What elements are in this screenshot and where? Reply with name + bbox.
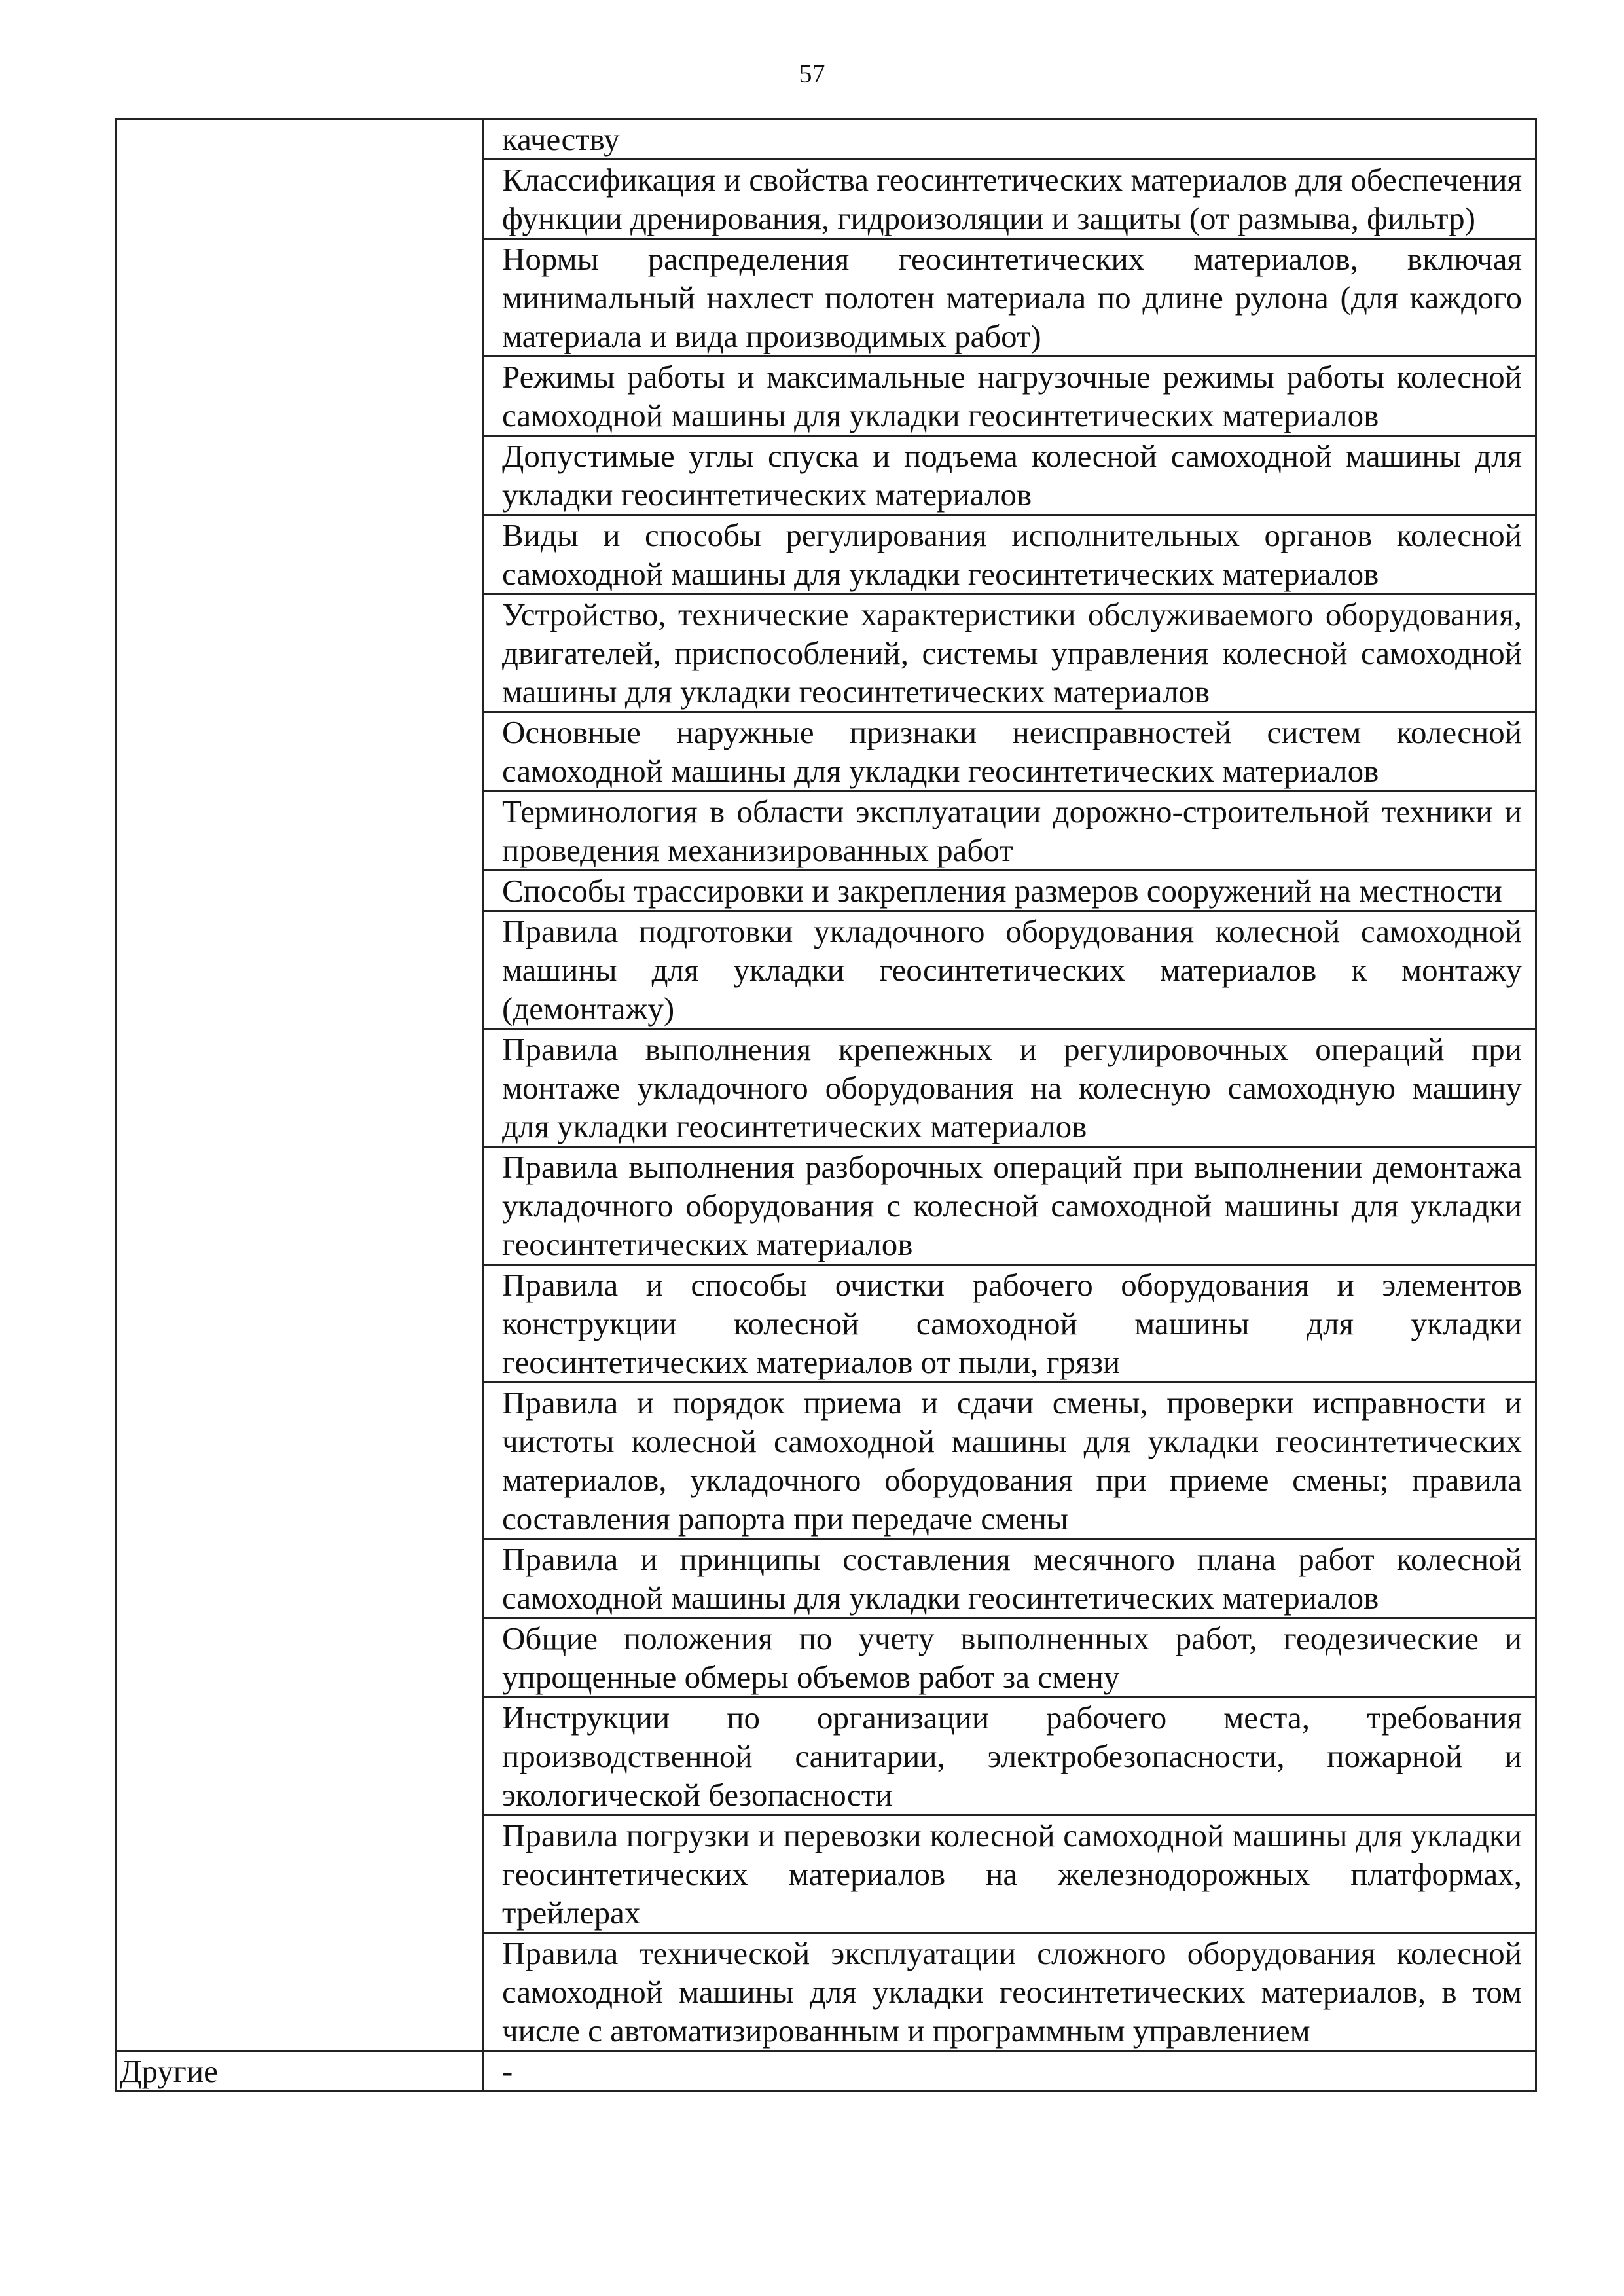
knowledge-item: Правила технической эксплуатации сложного оборудования колесной самоходной машины для укладки геосинтетических материалов, в том числе с автоматизированным и программным управлением xyxy=(483,1933,1536,2051)
knowledge-item: Терминология в области эксплуатации дорожно-строительной техники и проведения механизированных работ xyxy=(483,792,1536,871)
table-row xyxy=(117,119,1536,160)
knowledge-item: Инструкции по организации рабочего места, требования производственной санитарии, электробезопасности, пожарной и экологической безопасности xyxy=(483,1698,1536,1815)
knowledge-item: Правила и порядок приема и сдачи смены, проверки исправности и чистоты колесной самоходной машины для укладки геосинтетических материалов, укладочного оборудования при приеме смены; правила составления рапорта при передаче смены xyxy=(483,1383,1536,1539)
other-label: Другие xyxy=(117,2051,483,2092)
knowledge-item: Правила погрузки и перевозки колесной самоходной машины для укладки геосинтетических материалов на железнодорожных платформах, трейлерах xyxy=(483,1815,1536,1933)
knowledge-item: Классификация и свойства геосинтетических материалов для обеспечения функции дренирования, гидроизоляции и защиты (от размыва, фильтр) xyxy=(483,160,1536,239)
knowledge-item: Способы трассировки и закрепления размеров сооружений на местности xyxy=(483,871,1536,911)
continuation-cell: качеству xyxy=(483,119,1536,160)
knowledge-item: Правила и способы очистки рабочего оборудования и элементов конструкции колесной самоходной машины для укладки геосинтетических материалов от пыли, грязи xyxy=(483,1265,1536,1383)
left-column-cell-empty xyxy=(117,119,483,2051)
table-row-other xyxy=(117,2051,1536,2092)
knowledge-item: Правила выполнения разборочных операций при выполнении демонтажа укладочного оборудования с колесной самоходной машины для укладки геосинтетических материалов xyxy=(483,1147,1536,1265)
knowledge-item: Устройство, технические характеристики обслуживаемого оборудования, двигателей, приспособлений, системы управления колесной самоходной машины для укладки геосинтетических материалов xyxy=(483,594,1536,712)
knowledge-item: Нормы распределения геосинтетических материалов, включая минимальный нахлест полотен материала по длине рулона (для каждого материала и вида производимых работ) xyxy=(483,239,1536,357)
knowledge-item: Общие положения по учету выполненных работ, геодезические и упрощенные обмеры объемов работ за смену xyxy=(483,1618,1536,1698)
knowledge-item: Основные наружные признаки неисправностей систем колесной самоходной машины для укладки геосинтетических материалов xyxy=(483,712,1536,792)
knowledge-item: Допустимые углы спуска и подъема колесной самоходной машины для укладки геосинтетических материалов xyxy=(483,436,1536,515)
requirements-table xyxy=(115,118,1537,2092)
page-number: 57 xyxy=(799,59,825,88)
knowledge-item: Виды и способы регулирования исполнительных органов колесной самоходной машины для укладки геосинтетических материалов xyxy=(483,515,1536,594)
knowledge-item: Правила и принципы составления месячного плана работ колесной самоходной машины для укладки геосинтетических материалов xyxy=(483,1539,1536,1618)
knowledge-item: Режимы работы и максимальные нагрузочные режимы работы колесной самоходной машины для укладки геосинтетических материалов xyxy=(483,357,1536,436)
other-value: - xyxy=(483,2051,1536,2092)
knowledge-item: Правила выполнения крепежных и регулировочных операций при монтаже укладочного оборудования на колесную самоходную машину для укладки геосинтетических материалов xyxy=(483,1029,1536,1147)
knowledge-item: Правила подготовки укладочного оборудования колесной самоходной машины для укладки геосинтетических материалов к монтажу (демонтажу) xyxy=(483,911,1536,1029)
